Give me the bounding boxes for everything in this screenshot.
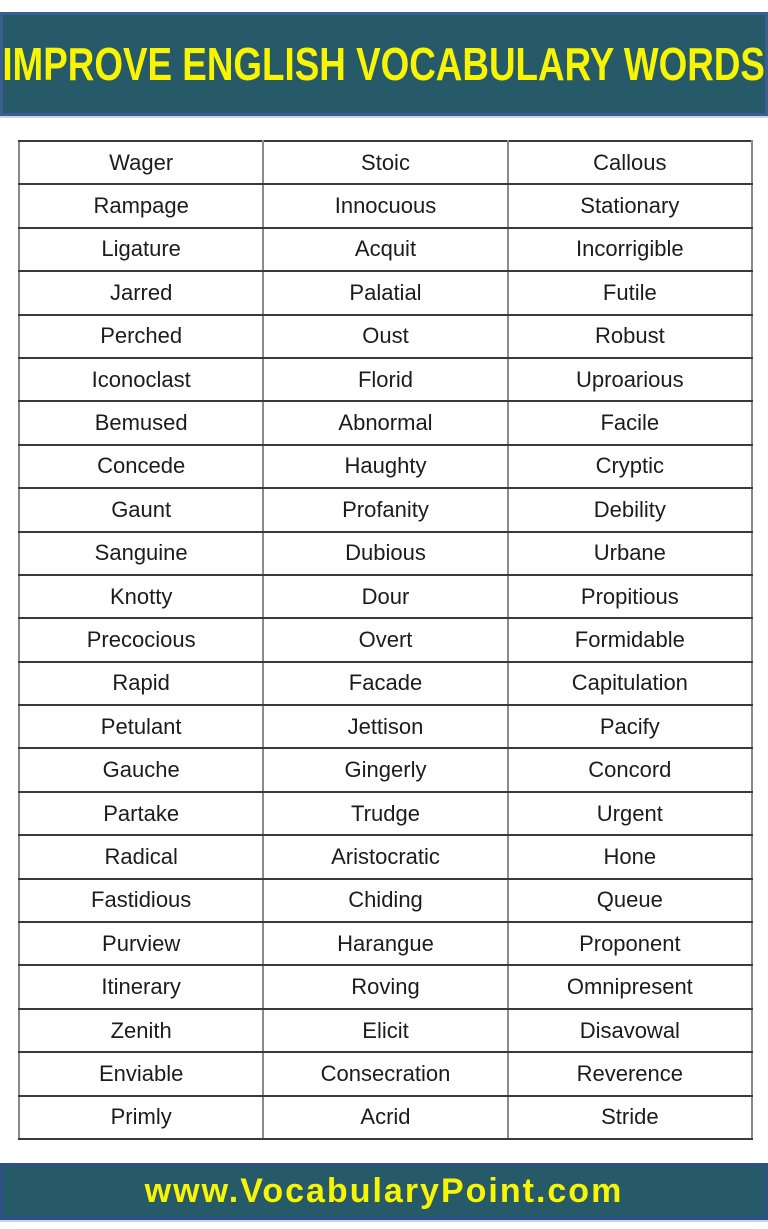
vocab-word-cell: Harangue (263, 922, 507, 965)
vocab-word-cell: Facade (263, 662, 507, 705)
vocab-word-cell: Consecration (263, 1052, 507, 1095)
vocab-word-cell: Disavowal (508, 1009, 752, 1052)
vocab-word-cell: Elicit (263, 1009, 507, 1052)
vocab-word-cell: Jettison (263, 705, 507, 748)
vocab-word-cell: Gaunt (19, 488, 263, 531)
vocab-word-cell: Primly (19, 1096, 263, 1139)
table-row (19, 1009, 752, 1052)
vocab-word-cell: Stride (508, 1096, 752, 1139)
vocab-word-cell: Overt (263, 618, 507, 661)
vocab-word-cell: Reverence (508, 1052, 752, 1095)
table-row (19, 575, 752, 618)
vocab-word-cell: Purview (19, 922, 263, 965)
vocab-word-cell: Uproarious (508, 358, 752, 401)
table-row (19, 271, 752, 314)
table-row (19, 618, 752, 661)
vocab-word-cell: Bemused (19, 401, 263, 444)
page-title: IMPROVE ENGLISH VOCABULARY WORDS (2, 38, 766, 90)
vocab-word-cell: Concede (19, 445, 263, 488)
vocab-word-cell: Zenith (19, 1009, 263, 1052)
vocab-word-cell: Precocious (19, 618, 263, 661)
vocab-word-cell: Chiding (263, 879, 507, 922)
vocab-word-cell: Propitious (508, 575, 752, 618)
table-row (19, 532, 752, 575)
vocab-word-cell: Hone (508, 835, 752, 878)
vocab-word-cell: Abnormal (263, 401, 507, 444)
vocab-word-cell: Wager (19, 141, 263, 184)
table-row (19, 228, 752, 271)
table-row (19, 792, 752, 835)
vocab-word-cell: Urgent (508, 792, 752, 835)
vocab-word-cell: Jarred (19, 271, 263, 314)
table-row (19, 1052, 752, 1095)
vocab-word-cell: Fastidious (19, 879, 263, 922)
vocab-word-cell: Innocuous (263, 184, 507, 227)
page (0, 12, 768, 1229)
vocab-word-cell: Iconoclast (19, 358, 263, 401)
vocab-word-cell: Queue (508, 879, 752, 922)
vocab-word-cell: Stoic (263, 141, 507, 184)
vocab-word-cell: Petulant (19, 705, 263, 748)
table-row (19, 488, 752, 531)
vocab-word-cell: Robust (508, 315, 752, 358)
table-row (19, 662, 752, 705)
vocab-word-cell: Pacify (508, 705, 752, 748)
vocab-word-cell: Perched (19, 315, 263, 358)
footer-banner (0, 1163, 768, 1220)
vocab-word-cell: Rapid (19, 662, 263, 705)
vocab-word-cell: Facile (508, 401, 752, 444)
vocab-word-cell: Debility (508, 488, 752, 531)
vocab-word-cell: Acquit (263, 228, 507, 271)
vocab-word-cell: Palatial (263, 271, 507, 314)
table-row (19, 748, 752, 791)
vocab-word-cell: Stationary (508, 184, 752, 227)
table-row (19, 922, 752, 965)
table-row (19, 358, 752, 401)
vocab-word-cell: Roving (263, 965, 507, 1008)
table-row (19, 401, 752, 444)
vocab-word-cell: Callous (508, 141, 752, 184)
vocab-word-cell: Futile (508, 271, 752, 314)
table-row (19, 835, 752, 878)
vocab-word-cell: Gauche (19, 748, 263, 791)
table-row (19, 315, 752, 358)
vocab-word-cell: Ligature (19, 228, 263, 271)
vocab-word-cell: Incorrigible (508, 228, 752, 271)
table-row (19, 879, 752, 922)
vocab-word-cell: Gingerly (263, 748, 507, 791)
vocab-word-cell: Dour (263, 575, 507, 618)
vocabulary-table (18, 140, 753, 1140)
vocab-word-cell: Knotty (19, 575, 263, 618)
vocab-word-cell: Oust (263, 315, 507, 358)
vocabulary-table-body (19, 141, 752, 1139)
website-link[interactable]: www.VocabularyPoint.com (144, 1172, 624, 1210)
vocab-word-cell: Acrid (263, 1096, 507, 1139)
vocab-word-cell: Sanguine (19, 532, 263, 575)
vocab-word-cell: Omnipresent (508, 965, 752, 1008)
table-row (19, 1096, 752, 1139)
vocab-word-cell: Dubious (263, 532, 507, 575)
table-row (19, 141, 752, 184)
vocab-word-cell: Radical (19, 835, 263, 878)
table-row (19, 184, 752, 227)
vocab-word-cell: Cryptic (508, 445, 752, 488)
vocab-word-cell: Haughty (263, 445, 507, 488)
vocab-word-cell: Capitulation (508, 662, 752, 705)
header-banner (0, 12, 768, 116)
table-row (19, 965, 752, 1008)
vocab-word-cell: Profanity (263, 488, 507, 531)
vocab-word-cell: Formidable (508, 618, 752, 661)
vocab-word-cell: Concord (508, 748, 752, 791)
vocab-word-cell: Proponent (508, 922, 752, 965)
vocab-word-cell: Enviable (19, 1052, 263, 1095)
vocab-word-cell: Florid (263, 358, 507, 401)
vocab-word-cell: Itinerary (19, 965, 263, 1008)
vocab-word-cell: Rampage (19, 184, 263, 227)
table-row (19, 705, 752, 748)
vocab-word-cell: Urbane (508, 532, 752, 575)
vocab-word-cell: Aristocratic (263, 835, 507, 878)
vocab-word-cell: Trudge (263, 792, 507, 835)
vocab-word-cell: Partake (19, 792, 263, 835)
table-row (19, 445, 752, 488)
